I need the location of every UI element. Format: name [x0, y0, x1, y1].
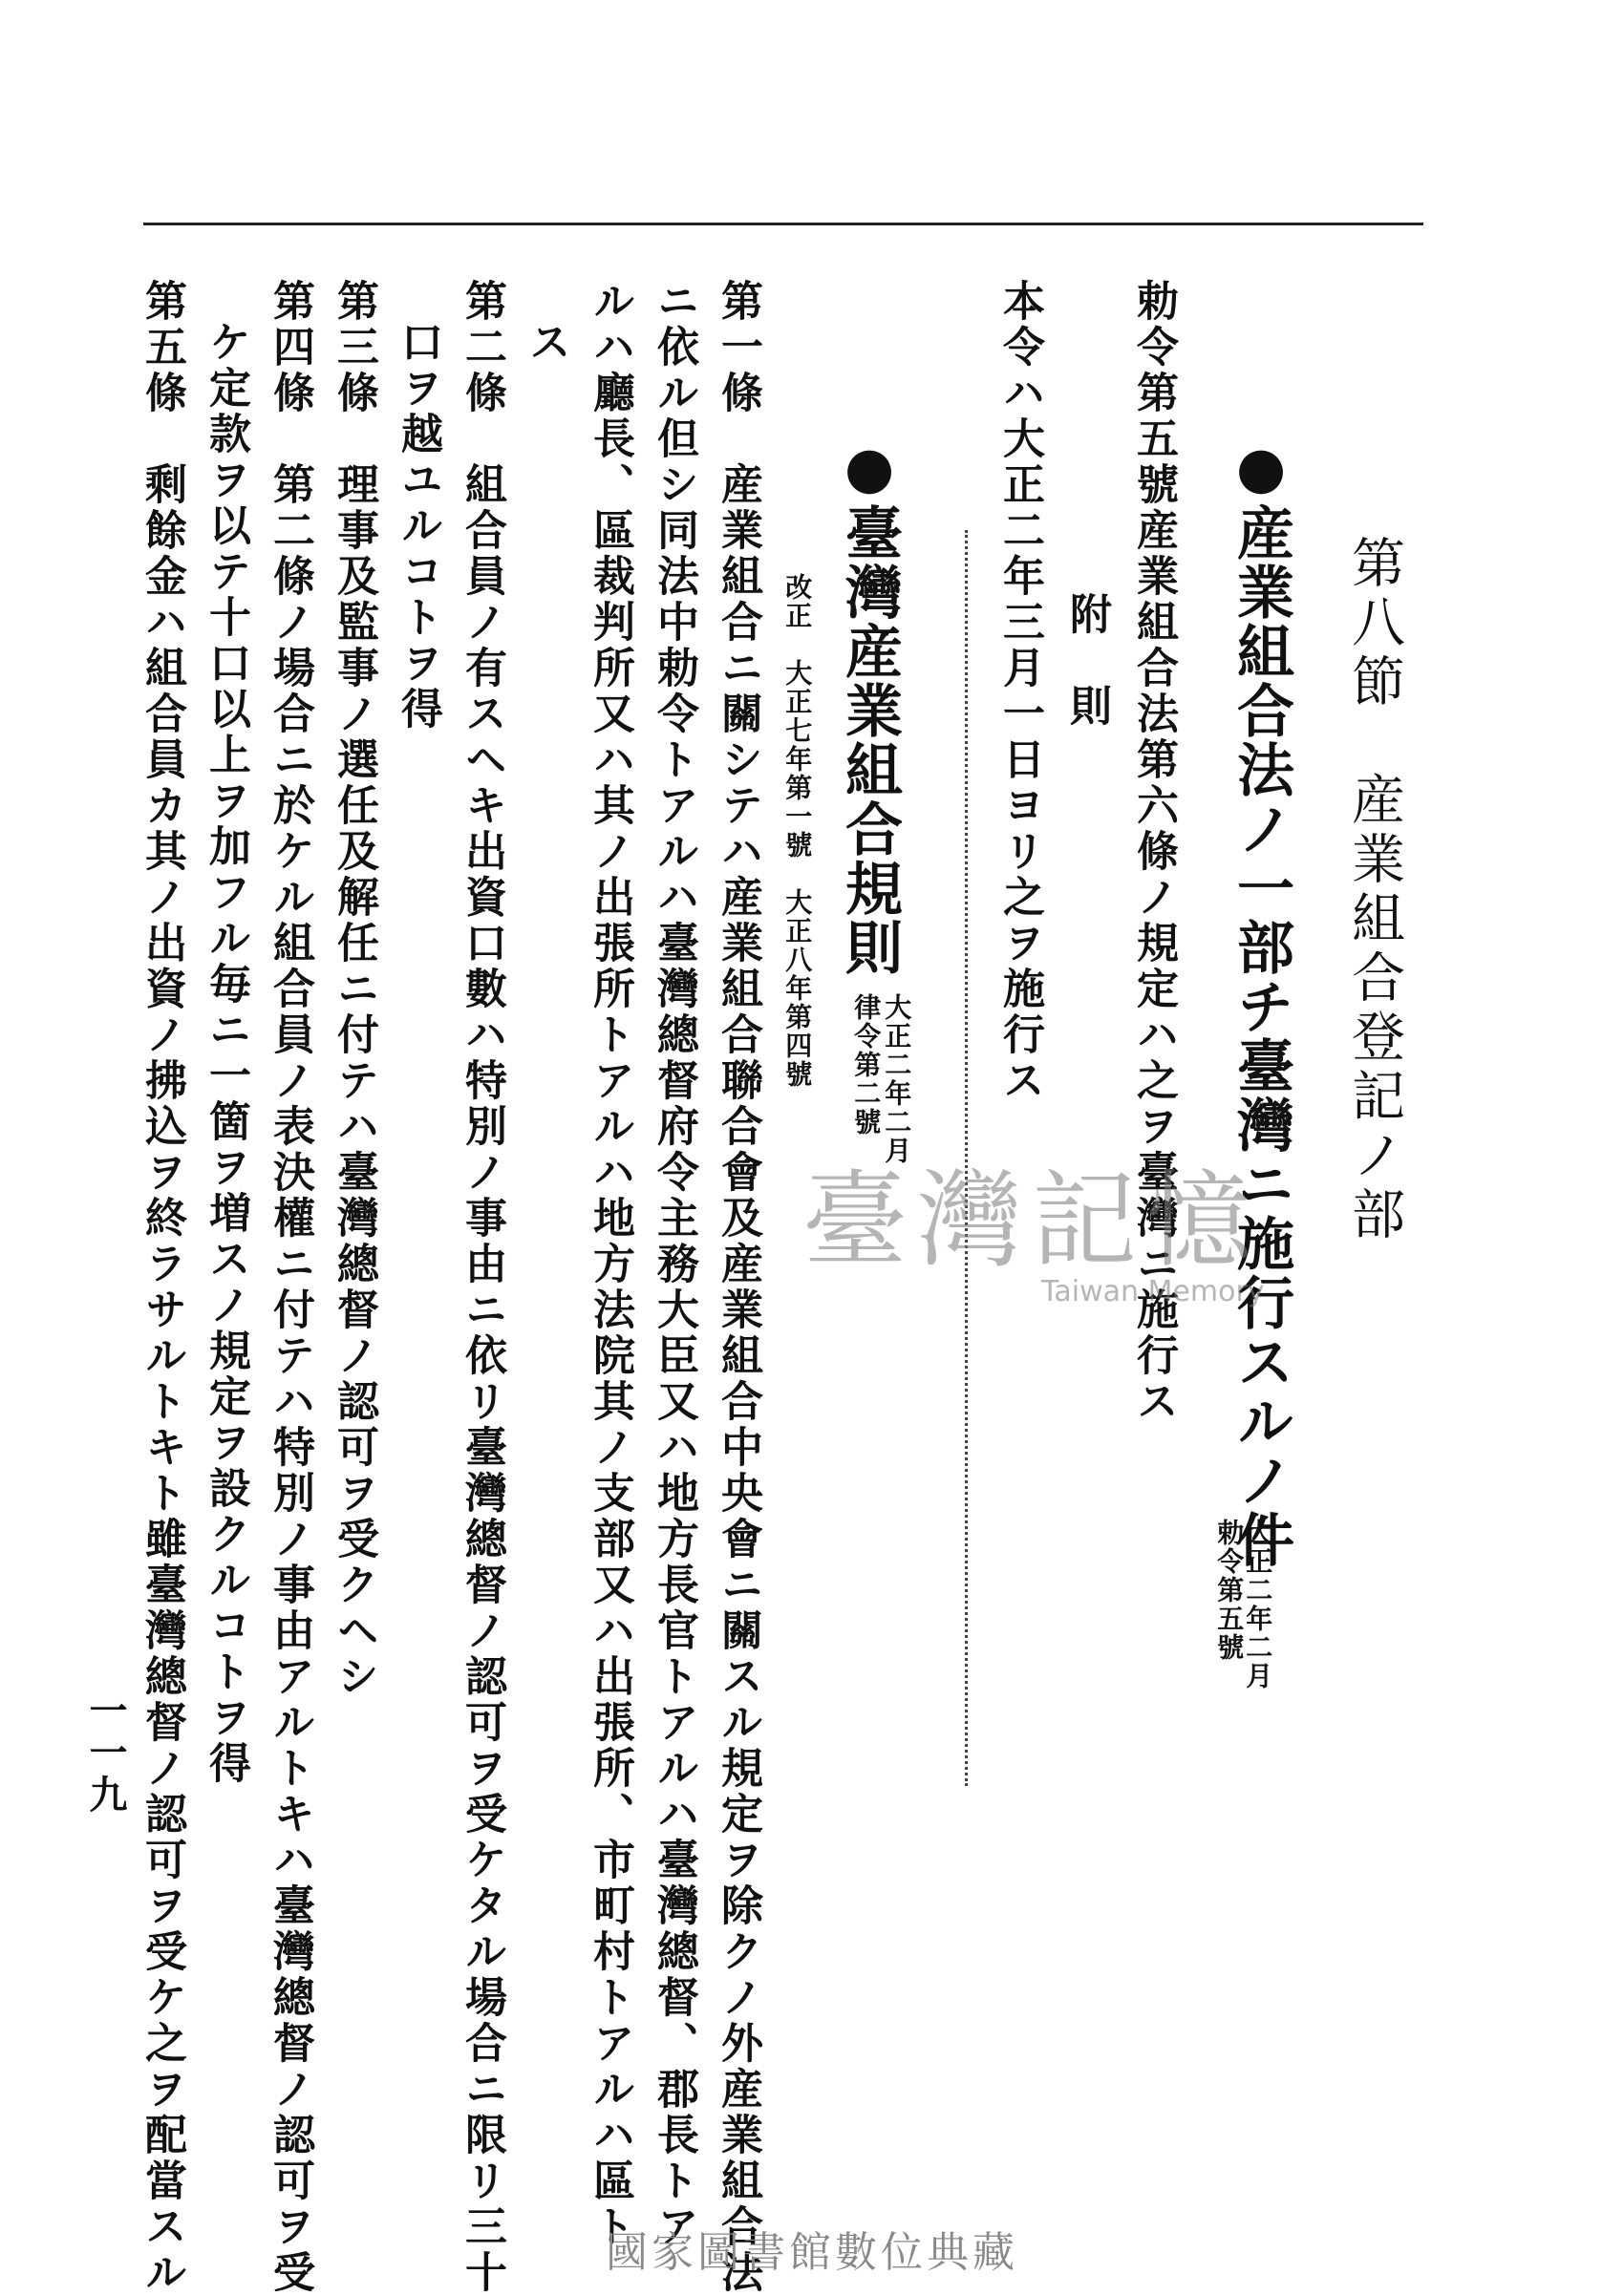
supplementary-heading: 附 則 [1062, 592, 1111, 730]
article-line: 第五條 剩餘金ハ組合員カ其ノ出資ノ拂込ヲ終ラサルトキト雖臺灣總督ノ認可ヲ受ケ之ヲ配當スル [138, 279, 186, 2296]
article-line: 第一條 産業組合ニ關シテハ産業組合聯合會及産業組合中央會ニ關スル規定ヲ除クノ外産業組合法 [714, 279, 762, 2296]
article-line: ニ依ル但シ同法中勅令トアルハ臺灣總督府令主務大臣又ハ地方長官トアルハ臺灣總督、郡長トア [650, 279, 698, 2250]
ordinance-date-line1: 大正二年二月 [1242, 1519, 1274, 1690]
article-line: ケ定款ヲ以テ十口以上ヲ加フル毎ニ一箇ヲ増スノ規定ヲ設クルコトヲ得 [202, 320, 250, 1787]
watermark-english: Taiwan Memory [1041, 1275, 1265, 1308]
article-line: ルハ廳長、區裁判所又ハ其ノ出張所トアルハ地方法院其ノ支部又ハ出張所、市町村トアルハ區ト [586, 279, 634, 2250]
regulation-date-line2: 律令第二號 [850, 993, 883, 1137]
watermark-logo [802, 1137, 1299, 1318]
regulation-date-line1: 大正二年二月 [881, 993, 913, 1165]
regulation-title: ●臺灣産業組合規則 [836, 435, 903, 977]
section-title: 第八節 産業組合登記ノ部 [1343, 535, 1405, 1245]
ordinance-date-line2: 勅令第五號 [1213, 1519, 1246, 1662]
footer-credit: 國家圖書館數位典藏 [606, 2228, 1018, 2277]
watermark-chinese: 臺灣記憶 [802, 1159, 1261, 1282]
article-line: 第二條 組合員ノ有スヘキ出資口數ハ特別ノ事由ニ依リ臺灣總督ノ認可ヲ受ケタル場合ニ限リ三十 [458, 279, 506, 2296]
supplementary-body: 本令ハ大正二年三月一日ヨリ之ヲ施行ス [995, 279, 1044, 1104]
article-line: 第四條 第二條ノ場合ニ於ケル組合員ノ表決權ニ付テハ特別ノ事由アルトキハ臺灣總督ノ認可ヲ受 [266, 279, 314, 2296]
article-line: ス [522, 320, 570, 366]
article-line: 口ヲ越ユルコトヲ得 [394, 320, 442, 733]
header-rule [143, 223, 1423, 225]
regulation-amendment: 改正 大正七年第一號 大正八年第四號 [781, 573, 814, 1089]
ordinance-body: 勅令第五號産業組合法第六條ノ規定ハ之ヲ臺灣ニ施行ス [1129, 279, 1178, 1425]
page-number: 一一九 [83, 1690, 128, 1817]
article-line: 第三條 理事及監事ノ選任及解任ニ付テハ臺灣總督ノ認可ヲ受クヘシ [330, 279, 378, 1700]
ordinance-title: ●産業組合法ノ一部チ臺灣ニ施行スルノ件 [1228, 435, 1294, 1569]
